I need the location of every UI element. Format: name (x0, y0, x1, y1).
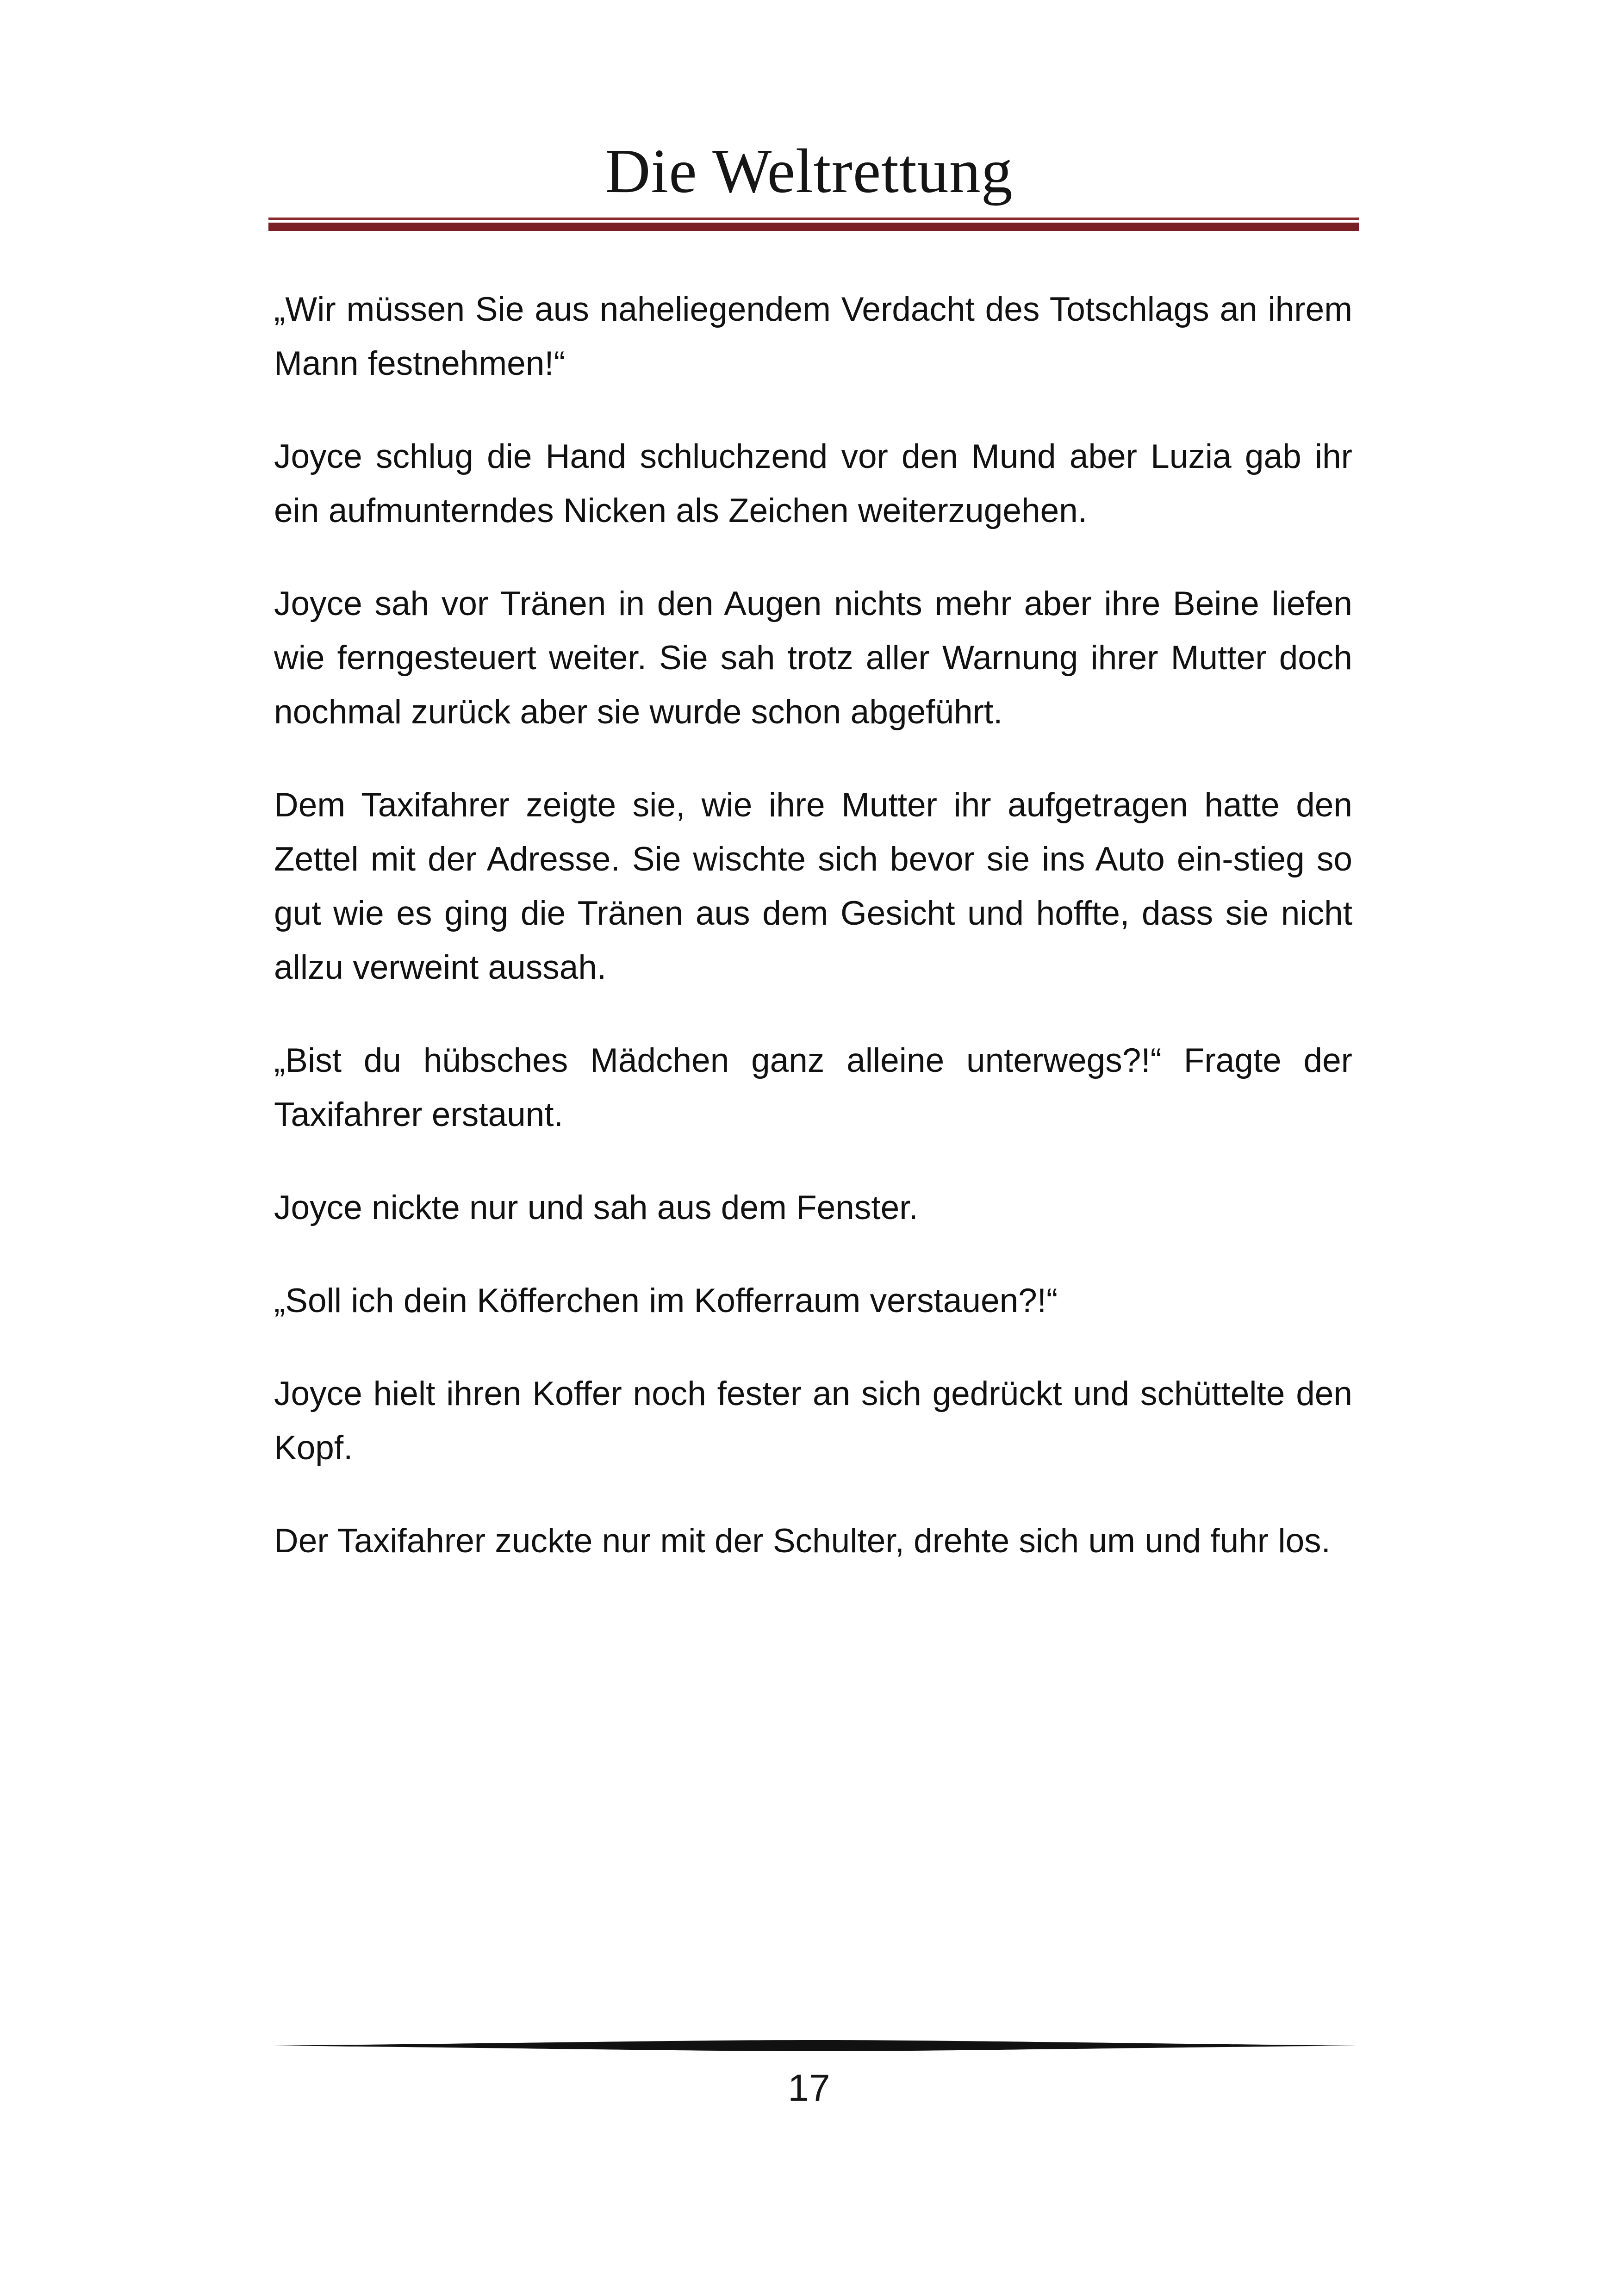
paragraph: Joyce nickte nur und sah aus dem Fenster. (274, 1189, 918, 1226)
paragraph: Joyce sah vor Tränen in den Augen nichts mehr aber ihre Beine liefen wie ferngesteuert weiter. Sie sah trotz aller Warnung ihrer Mutter doch nochmal zurück aber sie wurde schon abgeführt. (274, 585, 1352, 731)
header-rule-thick (268, 223, 1359, 231)
footer-divider (273, 2036, 1356, 2055)
page-header (0, 0, 1618, 241)
paragraph: Der Taxifahrer zuckte nur mit der Schulter, drehte sich um und fuhr los. (274, 1522, 1331, 1560)
paragraph: Dem Taxifahrer zeigte sie, wie ihre Mutter ihr aufgetragen hatte den Zettel mit der Adresse. Sie wischte sich bevor sie ins Auto ein-stieg so gut wie es ging die Tränen aus dem Gesicht und hoffte, dass sie nicht allzu verweint aussah. (274, 786, 1352, 986)
paragraph: „Wir müssen Sie aus naheliegendem Verdacht des Totschlags an ihrem Mann festnehmen!“ (274, 291, 1352, 382)
header-rule-thin (268, 218, 1359, 220)
page-number: 17 (788, 2067, 830, 2109)
body-text (274, 282, 1352, 1607)
paragraph: Joyce hielt ihren Koffer noch fester an sich gedrückt und schüttelte den Kopf. (274, 1375, 1352, 1467)
paragraph: „Bist du hübsches Mädchen ganz alleine unterwegs?!“ Fragte der Taxifahrer erstaunt. (274, 1042, 1352, 1133)
paragraph: Joyce schlug die Hand schluchzend vor den Mund aber Luzia gab ihr ein aufmunterndes Nicken als Zeichen weiterzugehen. (274, 438, 1352, 529)
header-rule (268, 218, 1359, 231)
page-title: Die Weltrettung (605, 137, 1013, 206)
paragraph: „Soll ich dein Köfferchen im Kofferraum verstauen?!“ (274, 1282, 1058, 1319)
